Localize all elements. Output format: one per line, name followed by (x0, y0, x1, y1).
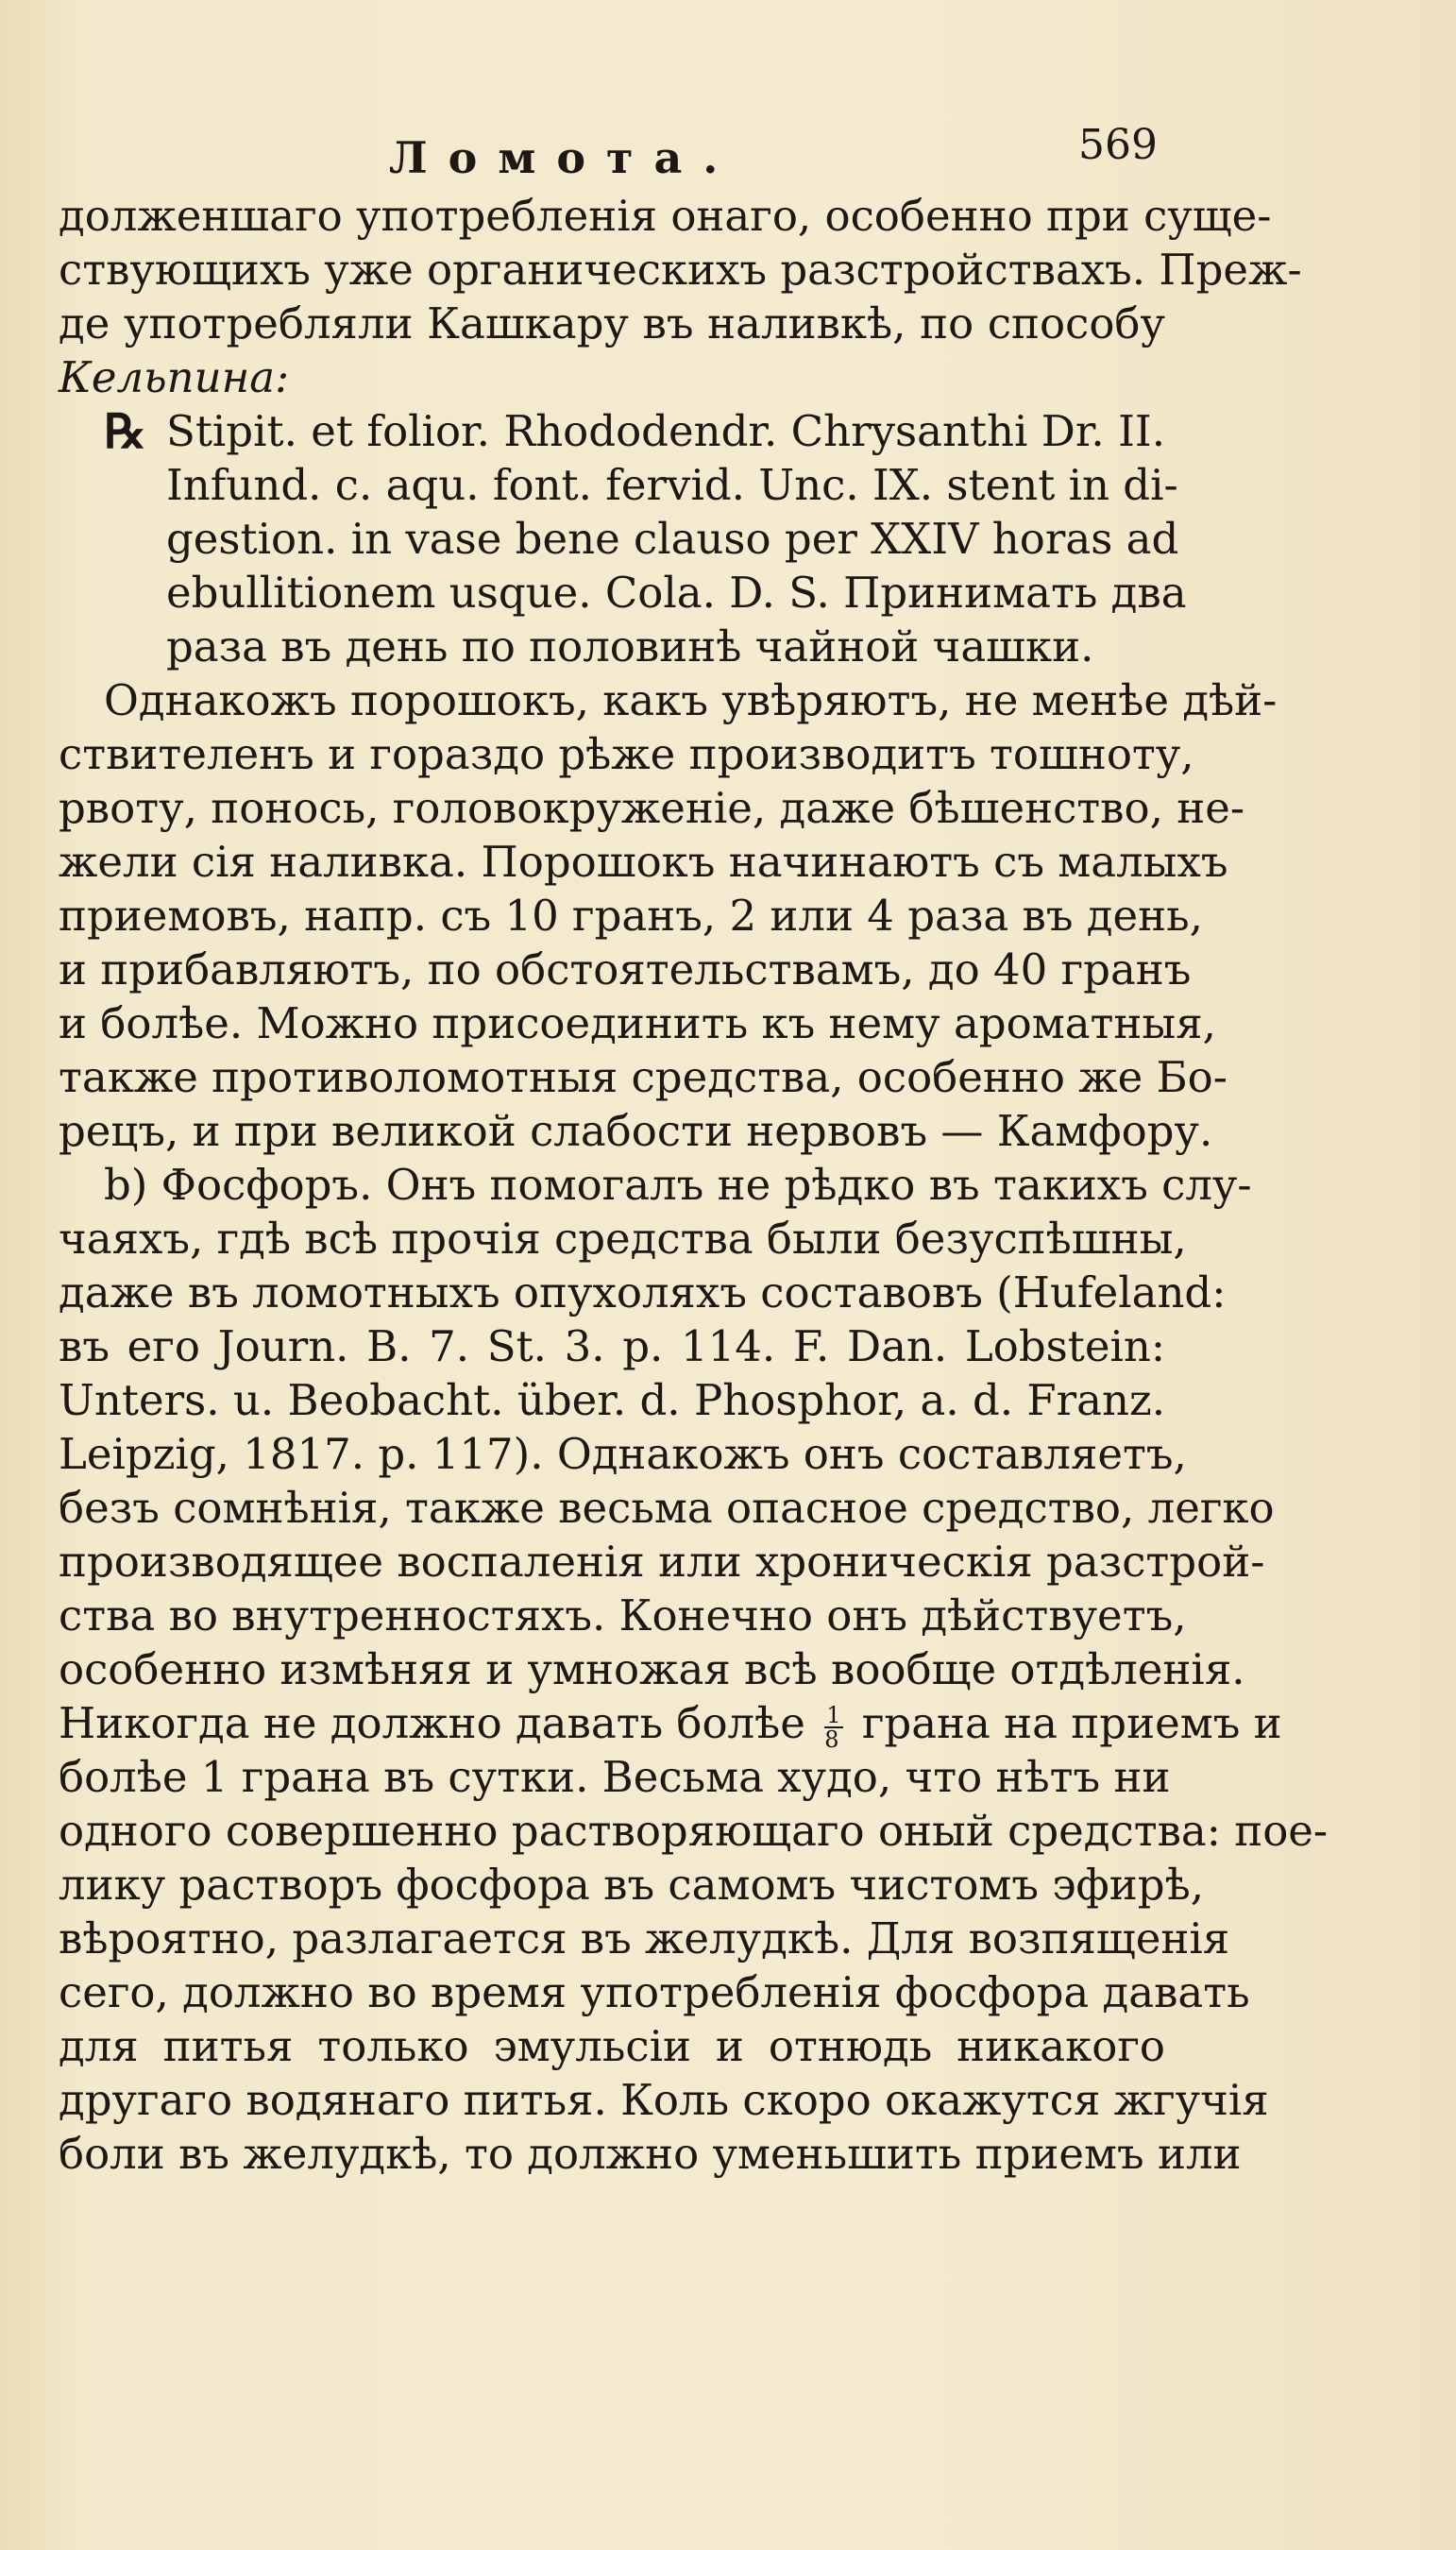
text-line: Unters. u. Beobacht. über. d. Phosphor, a. d. Franz. (59, 1375, 1165, 1425)
text-line: Кельпина: (59, 352, 290, 402)
prescription-line: gestion. in vase bene clauso per XXIV horas ad (166, 514, 1179, 564)
text-line: Однакожъ порошокъ, какъ увѣряютъ, не менѣе дѣй- (104, 675, 1278, 725)
text-line: производящее воспаленія или хроническія разстрой- (59, 1537, 1265, 1587)
text-line: безъ сомнѣнія, также весьма опасное средство, легко (59, 1483, 1275, 1533)
prescription-line (59, 404, 1165, 458)
fraction-denominator: 8 (824, 1726, 839, 1753)
text-line: также противоломотныя средства, особенно же Бо- (59, 1052, 1227, 1102)
recipe-symbol-icon: ℞ (104, 403, 146, 459)
prescription-line: Infund. c. aqu. font. fervid. Unc. IX. stent in di- (166, 460, 1178, 510)
text-line: жели сія наливка. Порошокъ начинаютъ съ малыхъ (59, 837, 1228, 887)
fraction-numerator: 1 (826, 1701, 841, 1728)
text-line: b) Фосфоръ. Онъ помогалъ не рѣдко въ такихъ слу- (104, 1160, 1252, 1210)
text-segment: грана на приемъ и (861, 1698, 1282, 1748)
text-line: ства во внутренностяхъ. Конечно онъ дѣйствуетъ, (59, 1590, 1187, 1640)
text-line: долженшаго употребленія онаго, особенно при суще- (59, 191, 1272, 241)
text-line: сего, должно во время употребленія фосфора давать (59, 1967, 1250, 2017)
text-line: ствителенъ и гораздо рѣже производитъ тошноту, (59, 729, 1194, 779)
text-line: вѣроятно, разлагается въ желудкѣ. Для возпященія (59, 1913, 1230, 1964)
text-line: чаяхъ, гдѣ всѣ прочія средства были безуспѣшны, (59, 1214, 1187, 1264)
text-line: болѣе 1 грана въ сутки. Весьма худо, что нѣтъ ни (59, 1752, 1171, 1802)
body-text (59, 189, 1329, 2181)
prescription-text: Stipit. et folior. Rhododendr. Chrysanthi Dr. II. (166, 406, 1165, 456)
text-line: рвоту, понось, головокруженіе, даже бѣшенство, не- (59, 783, 1245, 833)
text-line: лику растворъ фосфора въ самомъ чистомъ эфирѣ, (59, 1860, 1205, 1910)
prescription-line: раза въ день по половинѣ чайной чашки. (166, 621, 1094, 672)
text-line: и болѣе. Можно присоединить къ нему ароматныя, (59, 998, 1216, 1048)
text-line: де употребляли Кашкару въ наливкѣ, по способу (59, 298, 1165, 348)
text-line: для питья только эмульсіи и отнюдь никакого (59, 2021, 1165, 2071)
text-line: въ его Journ. B. 7. St. 3. p. 114. F. Dan. Lobstein: (59, 1321, 1165, 1371)
text-segment: Никогда не должно давать болѣе (59, 1698, 805, 1748)
text-line: другаго водянаго питья. Коль скоро окажутся жгучія (59, 2075, 1269, 2125)
text-line: одного совершенно растворяющаго оный средства: пое- (59, 1806, 1329, 1856)
text-line: Leipzig, 1817. p. 117). Однакожъ онъ составляетъ, (59, 1429, 1187, 1479)
text-line: приемовъ, напр. съ 10 гранъ, 2 или 4 раза въ день, (59, 891, 1203, 941)
fraction (824, 1701, 842, 1753)
text-line: даже въ ломотныхъ опухоляхъ составовъ (Hufeland: (59, 1267, 1227, 1318)
text-line: ствующихъ уже органическихъ разстройствахъ. Преж- (59, 245, 1302, 295)
page-header (0, 111, 1456, 187)
text-line: и прибавляютъ, по обстоятельствамъ, до 40 гранъ (59, 944, 1192, 994)
text-line: особенно измѣняя и умножая всѣ вообще отдѣленія. (59, 1644, 1245, 1694)
text-line: боли въ желудкѣ, то должно уменьшить приемъ или (59, 2129, 1242, 2179)
text-line-with-fraction (59, 1696, 1282, 1753)
page-number: 569 (1078, 121, 1158, 169)
prescription-line: ebullitionem usque. Cola. D. S. Принимать два (166, 568, 1187, 618)
text-line: рецъ, и при великой слабости нервовъ — Камфору. (59, 1106, 1213, 1156)
running-title: Ломота. (389, 132, 739, 183)
